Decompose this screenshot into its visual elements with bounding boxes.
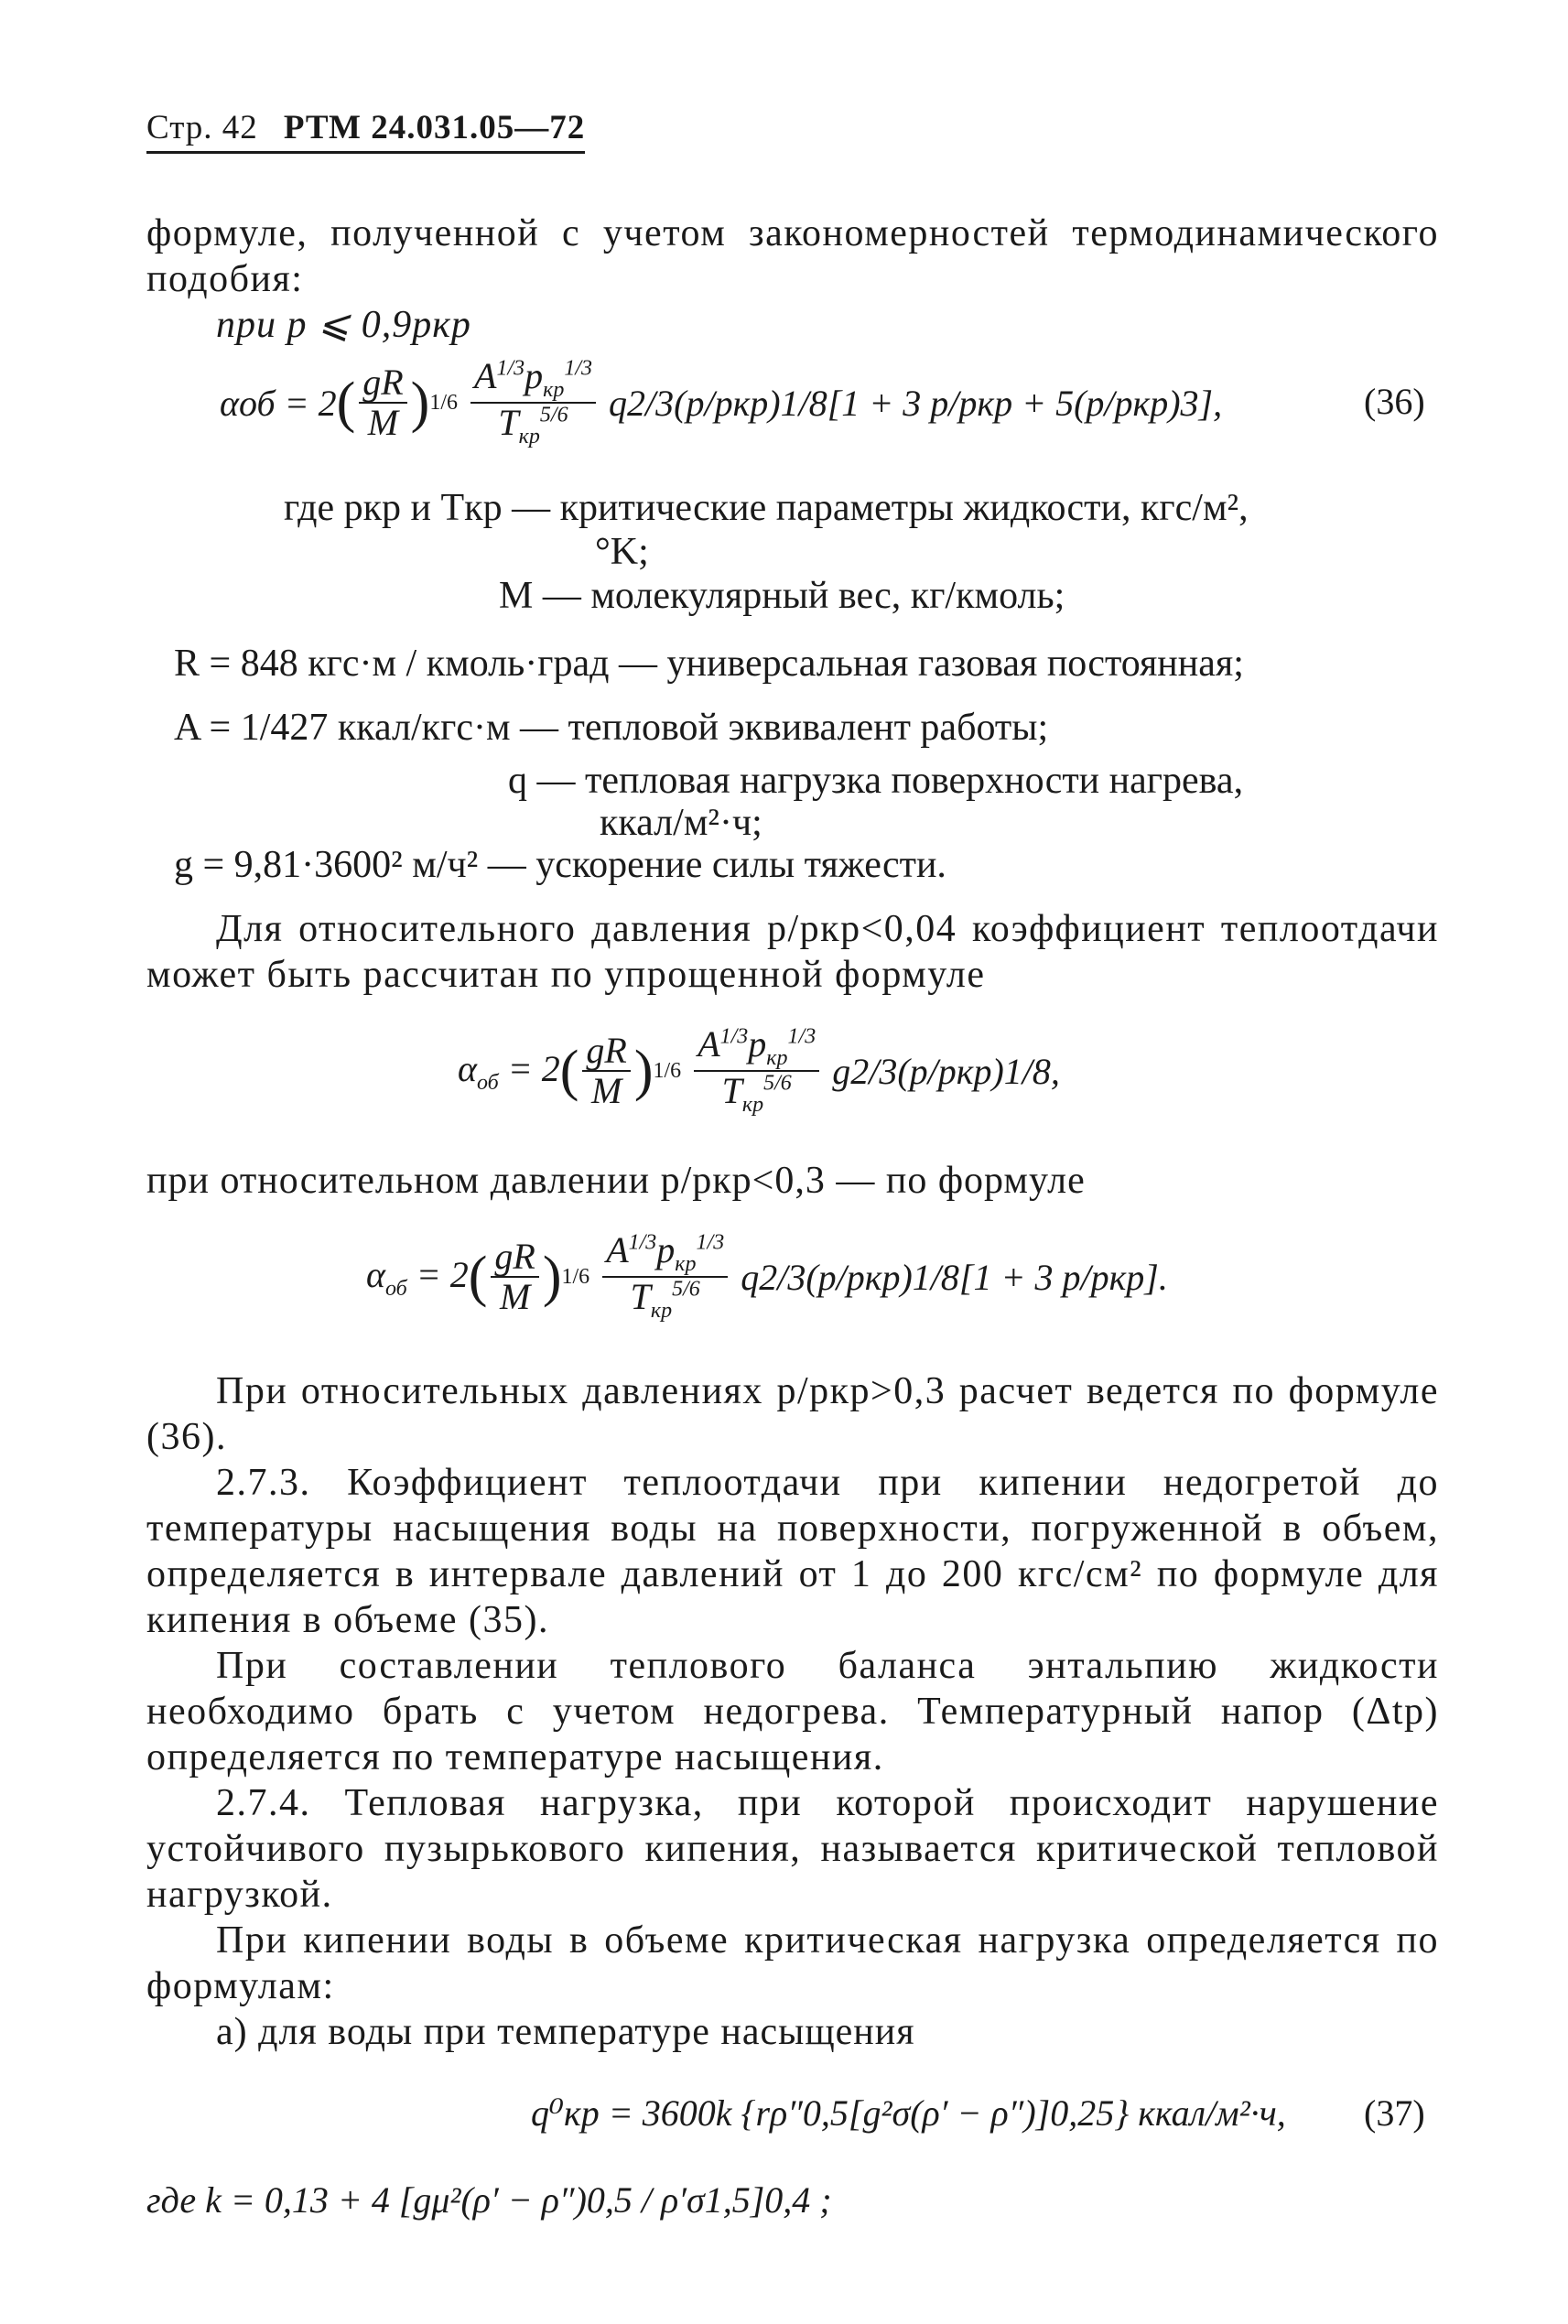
equation-low-pressure: $\alpha_{об} = 2$ ( $\frac{gR}{M}$ ) 1/6 $\frac{A^{1/3}p_{кр}^{1/3}}{T_{кр}^{5/6}}$ g2/3(p/pкр)1/8, [458, 1023, 1060, 1118]
eq36-lhs: αоб = 2 [220, 382, 337, 424]
paragraph-high-pressure: При относительных давлениях p/pкр>0,3 расчет ведется по формуле (36). [146, 1370, 1439, 1458]
intro-paragraph: формуле, полученной с учетом закономерностей термодинамического подобия: [146, 212, 1439, 300]
eq36-body: q2/3(p/pкр)1/8[1 + 3 p/pкр + 5(p/pкр)3], [609, 382, 1223, 424]
item-a: а) для воды при температуре насыщения [216, 2011, 915, 2053]
eq-mid-tail: q2/3(p/pкр)1/8[1 + 3 p/pкр]. [741, 1256, 1168, 1298]
paragraph-2-7-3: 2.7.3. Коэффициент теплоотдачи при кипении недогретой до температуры насыщения воды на поверхности, погруженной в объем, определяется в интервале давлений от 1 до 200 кгс/см² по формуле для кипения в объеме (35). [146, 1462, 1439, 1641]
k-definition [146, 2178, 832, 2221]
condition-1: при p ⩽ 0,9pкр [216, 304, 471, 346]
def-R: R = 848 кгс·м / кмоль·град — универсальная газовая постоянная; [174, 643, 1244, 685]
def-A: A = 1/427 ккал/кгс·м — тепловой эквивалент работы; [174, 707, 1049, 749]
eq36-number: (36) [1364, 381, 1425, 422]
def-pkr-tkr: где pкр и Tкр — критические параметры жидкости, кгс/м², [284, 487, 1249, 529]
equation-mid-pressure: $\alpha_{об} = 2$ ( $\frac{gR}{M}$ ) 1/6 $\frac{A^{1/3}p_{кр}^{1/3}}{T_{кр}^{5/6}}$ q2/3(p/pкр)1/8[1 + 3 p/pкр]. [366, 1229, 1168, 1324]
eq37-body: q⁰кр = 3600k {rρ″0,5[g²σ(ρ′ − ρ″)]0,25} ккал/м²·ч, [531, 2092, 1286, 2134]
eq37-number: (37) [1364, 2092, 1425, 2134]
paragraph-2-7-4: 2.7.4. Тепловая нагрузка, при которой происходит нарушение устойчивого пузырькового кипения, называется критической тепловой нагрузкой. [146, 1782, 1439, 1916]
paragraph-critical: При кипении воды в объеме критическая нагрузка определяется по формулам: [146, 1919, 1439, 2007]
def-g: g = 9,81·3600² м/ч² — ускорение силы тяжести. [174, 844, 946, 886]
paragraph-low-pressure: Для относительного давления p/pкр<0,04 коэффициент теплоотдачи может быть рассчитан по упрощенной формуле [146, 908, 1439, 996]
page-number: Стр. 42 [146, 109, 258, 146]
paragraph-balance: При составлении теплового баланса энтальпию жидкости необходимо брать с учетом недогрева. Температурный напор (Δtр) определяется по температуре насыщения. [146, 1645, 1439, 1778]
eq-low-tail: g2/3(p/pкр)1/8, [832, 1050, 1060, 1092]
def-M: M — молекулярный вес, кг/кмоль; [499, 575, 1065, 617]
page-header [146, 108, 585, 154]
k-definition-text: где k = 0,13 + 4 [gμ²(ρ′ − ρ″)0,5 / ρ′σ1,5]0,4 ; [146, 2179, 832, 2221]
equation-36: αоб = 2 ( $\frac{gR}{M}$ ) 1/6 $\frac{A^{1/3}p_{кр}^{1/3}}{T_{кр}^{5/6}}$ q2/3(p/pкр)1/8[1 + 3 p/pкр + 5(p/pкр)3], [220, 355, 1223, 449]
document-code: РТМ 24.031.05—72 [283, 109, 586, 146]
def-q-cont: ккал/м²·ч; [600, 802, 762, 844]
def-q: q — тепловая нагрузка поверхности нагрева, [508, 760, 1244, 802]
paragraph-mid-pressure: при относительном давлении p/pкр<0,3 — по формуле [146, 1160, 1086, 1202]
equation-37 [531, 2092, 1286, 2135]
def-pkr-tkr-cont: °K; [595, 531, 649, 573]
